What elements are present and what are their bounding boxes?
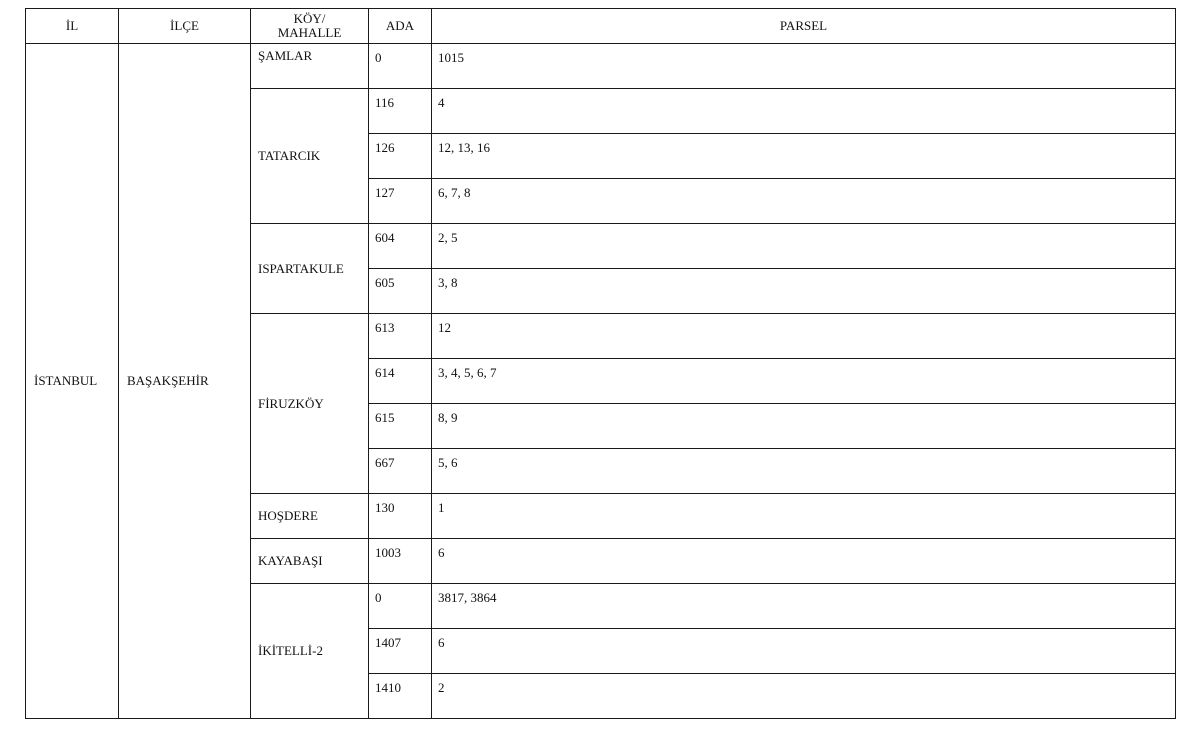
ada-cell: 1003 xyxy=(369,539,432,584)
table-row xyxy=(26,44,1176,89)
parsel-cell: 6, 7, 8 xyxy=(432,179,1176,224)
mahalle-cell: TATARCIK xyxy=(251,89,369,224)
parsel-cell: 3, 4, 5, 6, 7 xyxy=(432,359,1176,404)
mahalle-cell: HOŞDERE xyxy=(251,494,369,539)
ada-cell: 605 xyxy=(369,269,432,314)
mahalle-cell: İKİTELLİ-2 xyxy=(251,584,369,719)
ada-cell: 1410 xyxy=(369,674,432,719)
header-ada: ADA xyxy=(369,9,432,44)
parsel-cell: 1015 xyxy=(432,44,1176,89)
header-ilce: İLÇE xyxy=(119,9,251,44)
parsel-cell: 12, 13, 16 xyxy=(432,134,1176,179)
ada-cell: 127 xyxy=(369,179,432,224)
parsel-cell: 8, 9 xyxy=(432,404,1176,449)
header-koy-mahalle xyxy=(251,9,369,44)
ada-cell: 126 xyxy=(369,134,432,179)
parcel-table xyxy=(25,8,1176,719)
header-il: İL xyxy=(26,9,119,44)
header-koy-line2: MAHALLE xyxy=(277,25,342,40)
header-parsel: PARSEL xyxy=(432,9,1176,44)
ada-cell: 604 xyxy=(369,224,432,269)
ada-cell: 116 xyxy=(369,89,432,134)
mahalle-cell: KAYABAŞI xyxy=(251,539,369,584)
mahalle-cell: FİRUZKÖY xyxy=(251,314,369,494)
ada-cell: 613 xyxy=(369,314,432,359)
parsel-cell: 3, 8 xyxy=(432,269,1176,314)
ada-cell: 614 xyxy=(369,359,432,404)
parsel-cell: 12 xyxy=(432,314,1176,359)
ada-cell: 615 xyxy=(369,404,432,449)
parsel-cell: 6 xyxy=(432,629,1176,674)
parsel-cell: 5, 6 xyxy=(432,449,1176,494)
parsel-cell: 3817, 3864 xyxy=(432,584,1176,629)
parsel-cell: 1 xyxy=(432,494,1176,539)
document-page xyxy=(25,8,1175,712)
il-cell: İSTANBUL xyxy=(26,44,119,719)
parsel-cell: 2, 5 xyxy=(432,224,1176,269)
ada-cell: 0 xyxy=(369,584,432,629)
parsel-cell: 2 xyxy=(432,674,1176,719)
ada-cell: 130 xyxy=(369,494,432,539)
mahalle-cell: ŞAMLAR xyxy=(251,44,369,89)
ada-cell: 1407 xyxy=(369,629,432,674)
header-koy-line1: KÖY/ xyxy=(293,11,326,26)
mahalle-cell: ISPARTAKULE xyxy=(251,224,369,314)
header-row xyxy=(26,9,1176,44)
ada-cell: 0 xyxy=(369,44,432,89)
ilce-cell: BAŞAKŞEHİR xyxy=(119,44,251,719)
parsel-cell: 6 xyxy=(432,539,1176,584)
parsel-cell: 4 xyxy=(432,89,1176,134)
ada-cell: 667 xyxy=(369,449,432,494)
